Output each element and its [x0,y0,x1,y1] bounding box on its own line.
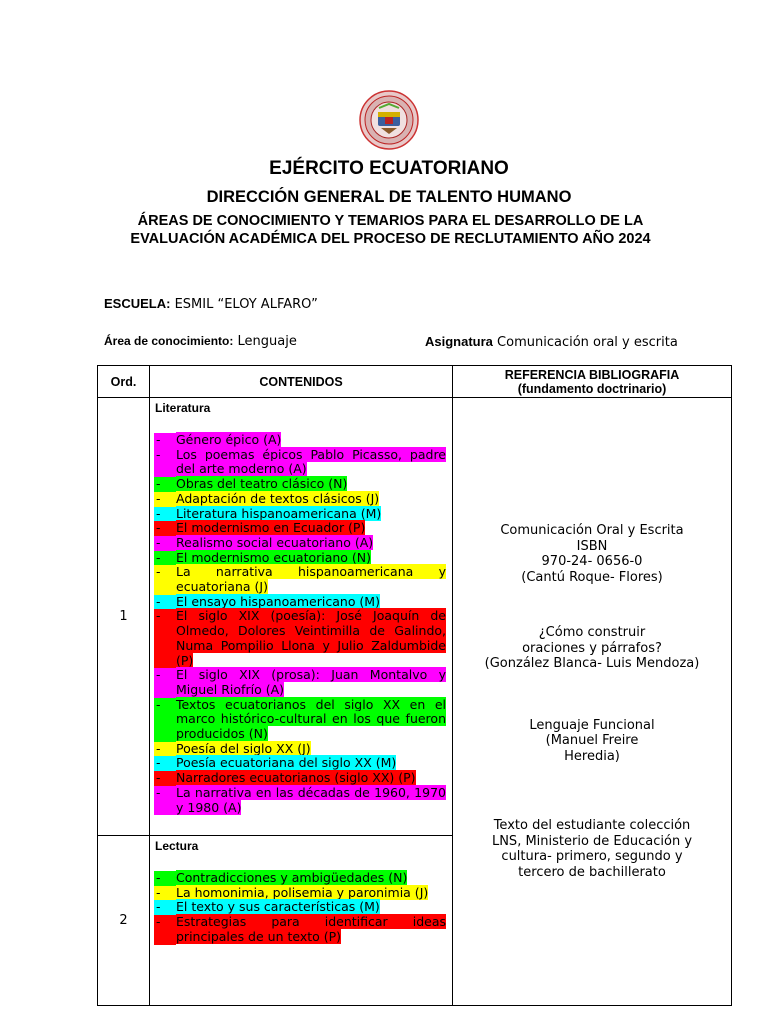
topic-text: Literatura hispanoamericana (M) [176,505,382,521]
topic-item [154,595,446,610]
army-seal-logo [359,90,419,150]
topic-item [154,900,446,915]
table-row [98,398,732,836]
area-line [104,334,297,349]
topic-list [150,433,452,815]
institution-title: EJÉRCITO ECUATORIANO [269,158,509,179]
bullet-dash: - [154,668,176,697]
school-label: ESCUELA: [104,296,171,311]
topic-list [150,871,452,945]
reference-line: Texto del estudiante colección [493,818,691,833]
topic-item [154,886,446,901]
reference-line: tercero de bachillerato [518,864,666,880]
reference-line: (González Blanca- Luis Mendoza) [484,656,700,671]
topic-text: El siglo XIX (prosa): Juan Montalvo y Miguel Riofrío (A) [176,667,446,697]
section-title: Lectura [155,839,199,853]
row-contents [150,836,453,1006]
bullet-dash: - [154,871,176,886]
section-title: Literatura [155,401,211,415]
reference-line: (Manuel Freire [545,733,639,748]
reference-line: Comunicación Oral y Escrita [500,523,684,538]
topic-text: El ensayo hispanoamericano (M) [176,593,380,609]
subject-value: Comunicación oral y escrita [497,335,678,350]
bullet-dash: - [154,609,176,668]
bullet-dash: - [154,433,176,448]
reference-line: cultura- primero, segundo y [501,849,683,864]
bullet-dash: - [154,595,176,610]
header-contents: CONTENIDOS [150,366,453,398]
topic-item [154,521,446,536]
topic-item [154,433,446,448]
reference-entry [453,718,731,765]
reference-line: 970-24- 0656-0 [541,554,643,569]
area-value: Lenguaje [237,334,297,349]
document-subtitle: ÁREAS DE CONOCIMIENTO Y TEMARIOS PARA EL DESARROLLO DE LA EVALUACIÓN ACADÉMICA DEL PROCESO DE RECLUTAMIENTO AÑO 2024 [130,213,651,247]
bullet-dash: - [154,886,176,901]
bullet-dash: - [154,900,176,915]
topic-text: Obras del teatro clásico (N) [176,476,348,492]
topic-item [154,536,446,551]
syllabus-table [97,365,732,1006]
topic-text: Realismo social ecuatoriano (A) [176,534,374,550]
row-ord: 1 [98,398,150,836]
bullet-dash: - [154,771,176,786]
topic-item [154,668,446,697]
reference-line: ISBN [576,538,608,554]
header-reference [453,366,732,398]
header-ord: Ord. [98,366,150,398]
topic-text: Poesía del siglo XX (J) [176,740,311,756]
topic-text: Poesía ecuatoriana del siglo XX (M) [176,755,397,771]
subject-line [425,334,678,350]
topic-item [154,448,446,477]
topic-item [154,551,446,566]
bullet-dash: - [154,565,176,594]
topic-item [154,609,446,668]
bullet-dash: - [154,536,176,551]
topic-text: El texto y sus características (M) [176,899,380,915]
bullet-dash: - [154,915,176,944]
reference-line: LNS, Ministerio de Educación y [491,833,693,849]
reference-entry [453,818,731,880]
topic-item [154,507,446,522]
topic-item [154,756,446,771]
reference-entry [453,625,731,672]
row-contents [150,398,453,836]
header-reference-title: REFERENCIA BIBLIOGRAFIA [504,367,680,382]
row-ord: 2 [98,836,150,1006]
topic-text: El siglo XIX (poesía): José Joaquín de Olmedo, Dolores Veintimilla de Galindo, Numa Pompilio Llona y Julio Zaldumbide (P) [176,608,446,668]
topic-text: Género épico (A) [176,432,282,447]
topic-item [154,698,446,742]
topic-text: El modernismo ecuatoriano (N) [176,549,372,565]
topic-text: Los poemas épicos Pablo Picasso, padre del arte moderno (A) [176,446,446,477]
reference-entry [453,523,731,585]
header-reference-sub: (fundamento doctrinario) [517,381,667,396]
topic-text: Contradicciones y ambigüedades (N) [176,870,408,885]
bullet-dash: - [154,477,176,492]
reference-line: ¿Cómo construir [538,625,646,640]
topic-text: Adaptación de textos clásicos (J) [176,490,380,506]
reference-line: Heredia) [564,748,620,764]
bullet-dash: - [154,756,176,771]
reference-cell [453,398,732,1006]
topic-item [154,492,446,507]
topic-text: Estrategias para identificar ideas principales de un texto (P) [176,914,446,944]
school-line [104,296,318,312]
reference-line: Lenguaje Funcional [529,717,655,733]
bullet-dash: - [154,551,176,566]
bullet-dash: - [154,448,176,477]
direction-title: DIRECCIÓN GENERAL DE TALENTO HUMANO [206,188,572,206]
topic-text: La homonimia, polisemia y paronimia (J) [176,884,429,900]
reference-line: oraciones y párrafos? [522,640,662,656]
bullet-dash: - [154,742,176,757]
topic-text: La narrativa en las décadas de 1960, 1970 y 1980 (A) [176,784,446,815]
topic-item [154,565,446,594]
topic-text: Narradores ecuatorianos (siglo XX) (P) [176,770,416,786]
table-header-row [98,366,732,398]
topic-item [154,786,446,815]
topic-text: El modernismo en Ecuador (P) [176,520,366,536]
school-value: ESMIL “ELOY ALFARO” [174,297,318,312]
topic-text: Textos ecuatorianos del siglo XX en el marco histórico-cultural en los que fueron producidos (N) [176,696,446,742]
reference-line: (Cantú Roque- Flores) [521,569,663,585]
subject-label: Asignatura [425,334,493,349]
bullet-dash: - [154,507,176,522]
topic-item [154,742,446,757]
topic-text: La narrativa hispanoamericana y ecuatoriana (J) [176,564,446,595]
topic-item [154,915,446,944]
topic-item [154,771,446,786]
area-label: Área de conocimiento: [104,334,234,348]
bullet-dash: - [154,698,176,742]
topic-item [154,477,446,492]
topic-item [154,871,446,886]
bullet-dash: - [154,492,176,507]
bullet-dash: - [154,521,176,536]
bullet-dash: - [154,786,176,815]
